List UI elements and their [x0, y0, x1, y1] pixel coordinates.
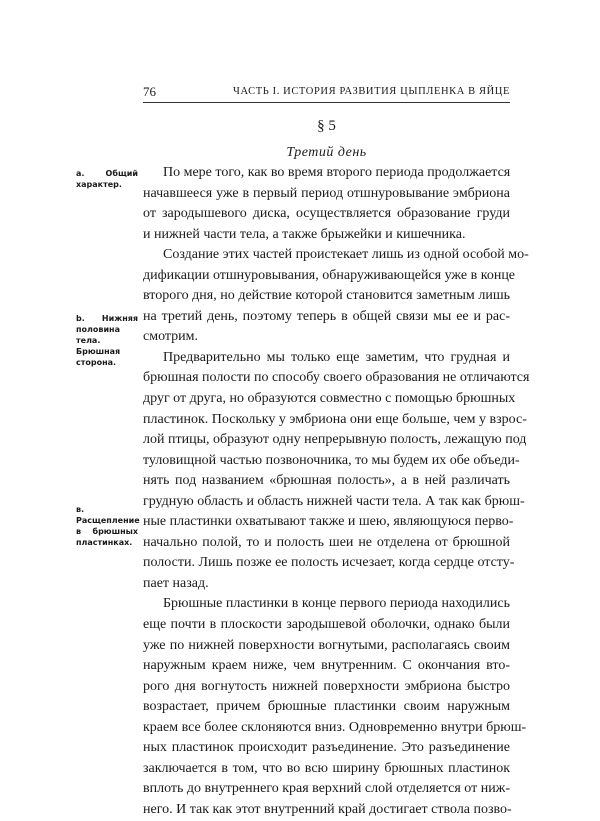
text-line: вплоть до внутреннего края верхний слой отделяется от ниж- [143, 781, 511, 797]
margin-note-b: b. Нижняя половина тела. Брюшная сторона. [76, 314, 138, 367]
text-line: него. И так как этот внутренний край достигает ствола позво- [143, 801, 512, 817]
header-rule [143, 102, 510, 103]
text-line: пает назад. [143, 575, 209, 591]
running-title: ЧАСТЬ I. ИСТОРИЯ РАЗВИТИЯ ЦЫПЛЕНКА В ЯЙЦЕ [233, 86, 510, 97]
text-line: второго дня, но действие которой становится заметным лишь [143, 288, 510, 304]
text-line: на третий день, поэтому теперь в общей связи мы ее и рас- [143, 308, 510, 324]
section-title: Третий день [286, 145, 367, 160]
text-line: заключается в том, что во всю ширину брюшных пластинок [143, 760, 510, 776]
text-line: от зародышевого диска, осуществляется образование груди [143, 206, 510, 222]
text-line: Создание этих частей проистекает лишь из одной особой мо- [163, 247, 529, 263]
page-number: 76 [143, 84, 156, 99]
body-text [143, 163, 530, 821]
text-line: нять под названием «брюшная полость», а в ней различать [143, 473, 510, 489]
margin-note-c: в. Расщепление в брюшных пластинках. [76, 505, 140, 547]
text-line: Предварительно мы только еще заметим, что грудная и [163, 349, 510, 365]
text-line: ных пластинок происходит разъединение. Это разъединение [143, 740, 510, 756]
text-line: дификации отшнуровывания, обнаруживающейся уже в конце [143, 267, 516, 283]
section-number: § 5 [317, 118, 336, 134]
text-line: брюшная полости по способу своего образования не отличаются [143, 370, 530, 386]
text-line: уже по нижней поверхности вогнутыми, располагаясь своим [143, 637, 510, 653]
text-line: наружным краем ниже, чем внутренним. С окончания вто- [143, 658, 510, 674]
paragraph [143, 163, 510, 245]
text-line: начавшееся уже в первый период отшнуровывание эмбриона [143, 185, 510, 201]
text-line: еще почти в плоскости зародышевой оболочки, однако были [143, 617, 510, 633]
text-line: Брюшные пластинки в конце первого периода находились [163, 596, 510, 612]
text-line: полости. Лишь позже ее полость исчезает, когда сердце отсту- [143, 555, 515, 571]
paragraph [143, 348, 530, 595]
text-line: рого дня вогнутость нижней поверхности эмбриона быстро [143, 678, 510, 694]
paragraph [143, 245, 529, 348]
text-line: краем все более склоняются вниз. Одновременно внутри брюш- [143, 719, 527, 735]
text-line: пластинок. Поскольку у эмбриона они еще больше, чем у взрос- [143, 411, 527, 427]
text-line: начально полой, то и полость шеи не отделена от брюшной [143, 534, 510, 550]
paragraph [143, 594, 527, 820]
text-line: лой птицы, образуют одну непрерывную полость, лежащую под [143, 432, 527, 448]
text-line: По мере того, как во время второго периода продолжается [163, 165, 511, 180]
text-line: туловищной частью позвоночника, то мы будем их обе объеди- [143, 452, 520, 468]
text-line: ные пластинки охватывают также и шею, являющуюся перво- [143, 514, 514, 530]
text-line: друг от друга, но образуются совместно с помощью брюшных [143, 391, 516, 407]
text-line: и нижней части тела, а также брыжейки и кишечника. [143, 226, 466, 242]
text-line: смотрим. [143, 329, 199, 345]
text-line: возрастает, причем брюшные пластинки своим наружным [143, 699, 510, 715]
text-line: грудную область и область нижней части тела. А так как брюш- [143, 493, 525, 509]
margin-note-a: a. Общий характер. [76, 169, 138, 189]
